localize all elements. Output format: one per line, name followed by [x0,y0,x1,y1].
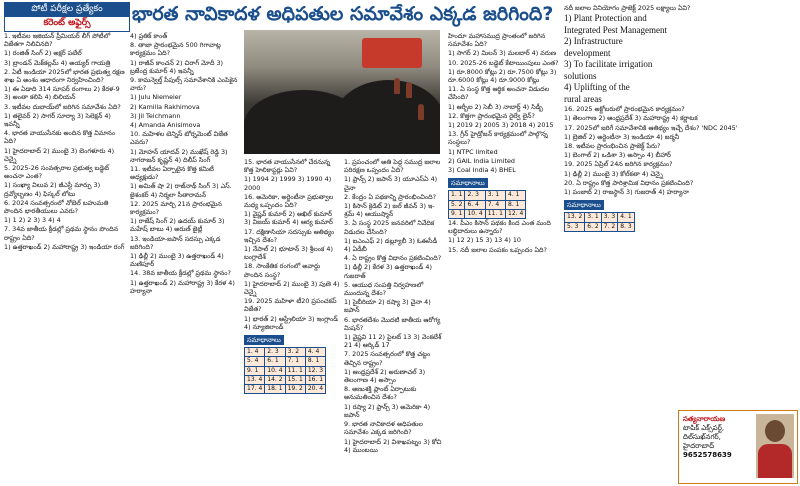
question-line: 1) 1994 2) 1999 3) 1990 4) 2000 [244,175,332,192]
answer-cell: 13. 4 [245,375,265,384]
coal-heap-right [334,80,440,154]
answer-cell: 18. 1 [265,385,285,394]
answer-cell: 12. 3 [305,366,325,375]
answers-heading: సమాధానాలు [564,200,604,210]
question-line: 14. 38వ జాతీయ క్రీడల్లో ప్రథమ స్థానం? [130,269,231,278]
answers-table [564,212,635,231]
author-name: సత్యనారాయణ [683,415,726,423]
answer-cell: 1. 4 [245,348,265,357]
answer-cell: 19. 2 [285,385,305,394]
question-line: 11. ఏ సంస్థ కొత్త ఆర్థిక అంచనా విడుదల చేసింది? [448,85,550,102]
question-line: 1) ఉత్తరాఖండ్ 2) మహారాష్ట్ర 3) ఇండియా రంగ్ [4,242,125,251]
answer-cell: 8. 1 [506,200,526,209]
headline: భారత నావికాదళ అధిపతుల సమావేశం ఎక్కడ జరిగింది? [132,3,554,25]
question-line: 1) రూ.8000 కోట్లు 2) రూ.7500 కోట్లు 3) రూ.6000 కోట్లు 4) రూ.9000 కోట్లు [448,67,557,85]
answers-table [448,190,526,219]
answer-cell: 3. 1 [585,213,601,222]
answers-row [565,213,635,222]
question-line: 3) Coal India 4) BHEL [448,166,516,175]
question-line: 4. ఏ రాష్ట్రం కొత్త విధానం ప్రకటించింది? [344,254,442,263]
answer-cell: 9. 1 [449,209,465,218]
question-line: 1) భారత్ 2) ఆస్ట్రేలియా 3) ఇంగ్లాండ్ 4) న్యూజిలాండ్ [244,314,339,331]
worker-figure [394,78,400,94]
column-4 [344,158,444,484]
question-line: 1) ఆంధ్రప్రదేశ్ 2) అరుణాచల్ 3) తెలంగాణ 4) అస్సాం [344,367,426,385]
question-line: 4) Uplifting of the [564,82,630,93]
question-line: 1) ఢిల్లీ 2) ముంబై 3) ఉత్తరాఖండ్ 4) మణిపూర్ [130,252,224,269]
answer-cell: 2. 3 [465,191,485,200]
answers-row [245,385,326,394]
answer-cell: 11. 1 [285,366,305,375]
question-line: 2) Kamilla Rakhimova [130,102,200,111]
answers-heading: సమాధానాలు [448,178,488,188]
question-line: 1) బెంగాల్ 2) ఒడిశా 3) అస్సాం 4) బీహార్ [564,151,671,160]
question-line: 2) GAIL India Limited [448,156,515,165]
column-1 [4,32,126,484]
column-2 [130,32,240,484]
question-line: 1) ఫ్రాన్స్ 2) జపాన్ 3) యూఎస్ఏ 4) చైనా [344,175,438,192]
answer-cell: 5. 4 [245,357,265,366]
question-line: 3. ఏ సంస్థ 2025 జనవరిలో నివేదిక విడుదల చేసింది? [344,219,435,236]
truck-shape [362,38,422,68]
question-line: solutions [564,70,597,81]
question-line: 11. ఇటీవల ఏర్పాటైన కొత్త కమిటీ అధ్యక్షుడు? [130,165,214,182]
question-line: 3) To facilitate irrigation [564,59,653,70]
question-line: 1) సాగర్ 2) మిలన్ 3) మలబార్ 4) వరుణ [448,49,557,58]
answer-cell: 7. 4 [485,200,505,209]
answers-heading: సమాధానాలు [244,335,284,345]
question-line: 1) పంజాబ్ 2) రాజస్థాన్ 3) గుజరాత్ 4) హర్యానా [564,188,689,197]
author-photo-head [765,420,785,442]
section-tag [4,2,130,32]
answers-row [565,222,635,231]
column-6 [564,4,796,408]
answer-cell: 10. 4 [265,366,285,375]
worker-figure [406,82,412,98]
question-line: 5. ఆయుధ సంపత్తి నిర్వహణలో ముందున్న దేశం? [344,280,424,298]
question-line: 13. ఇండియా-జపాన్ సదస్సు ఎక్కడ జరిగింది? [130,234,221,251]
answer-cell: 7. 1 [285,357,305,366]
question-line: 1) 12 2) 15 3) 13 4) 10 [448,236,521,245]
answer-cell: 3. 3 [601,213,617,222]
question-line: 1) రంజిత్ సింగ్ 2) అక్షర్ పటేల్ [4,49,82,58]
question-line: 1) నేపాల్ 2) భూటాన్ 3) శ్రీలంక 4) బంగ్లాదేశ్ [244,245,333,262]
question-line: Integrated Pest Management [564,24,667,35]
answer-cell: 17. 4 [245,385,265,394]
answer-cell: 11. 1 [485,209,505,218]
question-line: 13. గ్రీన్ హైడ్రోజన్ కార్యక్రమంలో పాల్గొన్న సంస్థలు? [448,130,548,147]
question-line: 1) Julu Niemeier [130,93,182,102]
answers-row [245,357,326,366]
question-line: 12. 2025 మార్చి 21న ప్రారంభమైన కార్యక్రమం? [130,199,222,217]
author-box [678,410,798,484]
answer-cell: 4. 1 [618,213,634,222]
answer-cell: 20. 4 [305,385,325,394]
question-line: 1) ఉత్తరాఖండ్ 2) మహారాష్ట్ర 3) కేరళ 4) హర్యానా [130,278,235,295]
answer-cell: 3. 2 [285,348,305,357]
author-details [683,415,753,460]
question-line: 3) Jil Teichmann [130,111,181,120]
question-line: 1) అమిత్ షా 2) రాజ్‌నాథ్ సింగ్ 3) ఎస్. జైశంకర్ 4) నిర్మలా సీతారామన్ [130,182,232,199]
column-5 [448,32,560,484]
question-line: 17. దక్షిణాసియా సదస్సుకు ఆతిథ్యం ఇచ్చిన దేశం? [244,227,335,244]
question-line: 6. భారతదేశం మొదటి జాతీయ ఆరోగ్య మిషన్? [344,315,441,332]
answers-row [245,366,326,375]
question-line: 14. పీఎం కిసాన్ పథకం కింద ఎంత మంది లబ్ధిదారులు ఉన్నారు? [448,219,551,236]
answer-cell: 15. 1 [285,375,305,384]
answer-cell: 1. 1 [449,191,465,200]
question-line: development [564,47,611,58]
question-line: 3. ఇటీవల దుబాయ్‌లో జరిగిన సమావేశం ఏది? [4,102,121,111]
answers-row [245,348,326,357]
question-line: 9. కామన్వెల్త్ పీపుల్స్ సమావేశానికి ఎంపికైన వారు? [130,76,238,93]
question-line: 1) బ్రెజిల్ 2) అర్జెంటీనా 3) ఇండియా 4) జర్మనీ [564,132,680,141]
answer-cell: 6. 4 [465,200,485,209]
question-line: 1) సంఖ్యా విలువ 2) జీఎస్టీ మార్పు 3) ద్రవ్యోల్బణం 4) ఫిస్కల్ లోటు [4,181,101,198]
answer-cell: 12. 4 [506,209,526,218]
author-phone: 9652578639 [683,451,732,459]
question-line: 1) వైష్ణవ్ కుమార్ 2) అఖిల్ కుమార్ 3) విజయ్ కుమార్ 4) ఆర్య కుమార్ [244,210,333,227]
answer-cell: 2. 3 [265,348,285,357]
question-line: 1) హైదరాబాద్ 2) విశాఖపట్నం 3) కోచి 4) ముంబయి [344,437,442,454]
author-place: దిల్‌సుఖ్‌నగర్, హైదరాబాద్ [683,433,721,450]
question-line: 1) సైబీరియా 2) రష్యా 3) చైనా 4) జపాన్ [344,298,431,315]
question-line: 1) హైదరాబాద్ 2) ముంబై 3) పుణె 4) చెన్నై [244,279,340,297]
question-line: 4) ప్రతిక్ కాంత్ [130,32,168,40]
question-line: 10. మహిళల టెన్నిస్ టోర్నమెంట్ విజేత ఎవరు? [130,130,228,147]
question-line: 15. నదీ జలాల పంపకం ఒప్పందం ఏది? [448,245,547,254]
answer-cell: 5. 2 [449,200,465,209]
question-line: 1) ఢిల్లీ 2) కేరళ 3) ఉత్తరాఖండ్ 4) గుజరాత్ [344,263,432,280]
answers-row [449,191,526,200]
answer-cell: 8. 3 [618,222,634,231]
question-line: 1) 1 2) 2 3) 3 4) 4 [4,216,61,225]
section-tag-bottom: కరెంట్ అఫైర్స్ [43,18,91,28]
column-3 [244,158,340,484]
question-line: నదీ జలాల వినియోగం ప్రాజెక్ట్ 2025 లక్ష్యాలు ఏవి? [564,4,691,12]
worker-figure [418,104,424,120]
question-line: 15. భారత వాయుసేనలో చేరనున్న కొత్త హెలికాప్టర్లు ఏవి? [244,158,331,175]
question-line: హిందూ మహాసముద్ర ప్రాంతంలో జరిగిన సమావేశం ఏది? [448,32,546,49]
question-line: 7. 34వ జాతీయ క్రీడల్లో ప్రథమ స్థానం పొందిన రాష్ట్రం ఏది? [4,225,119,242]
question-line: 1) 2019 2) 2005 3) 2018 4) 2015 [448,121,554,130]
question-line: 2. కేంద్రం ఏ పథకాన్ని ప్రారంభించింది? [344,192,436,201]
answer-cell: 8. 1 [305,357,325,366]
question-line: 1. ప్రపంచంలో అతి పెద్ద సముద్ర జలాల పరిరక్షణ ఒప్పందం ఏది? [344,158,441,175]
question-line: 2. ఏటీ ఇండియా 2025లో భారత ప్రభుత్వ రక్షణ శాఖ ఏ అంశం ఆధారంగా నిర్వహించింది? [4,67,125,85]
answers-row [245,375,326,384]
question-line: 20. ఏ రాష్ట్రం కొత్త పారిశ్రామిక విధానం ప్రకటించింది? [564,178,694,187]
question-line: 8. తాజా ప్రారంభమైన 500 గిగావాట్ల కార్యక్రమం ఏది? [130,41,221,58]
question-line: 1) హైదరాబాద్ 2) ముంబై 3) బెంగళూరు 4) చెన్నై [4,146,115,163]
question-line: rural areas [564,93,602,104]
question-line: 12. కొత్తగా ప్రారంభమైన రైల్వే లైన్? [448,111,535,120]
question-line: 1) ఐఎంఎఫ్ 2) డబ్ల్యూబీ 3) ఓఈసీడీ 4) ఏడీబీ [344,236,438,254]
question-line: 1) మోహన్ యాదవ్ 2) ముఖేష్ రెడ్డి 3) నాగరాజన్ కృష్ణన్ 4) దిలీప్ సింగ్ [130,147,228,164]
question-line: 18. ఇటీవల ప్రారంభించిన ప్రాజెక్ట్ పేరు? [564,142,661,151]
answer-cell: 4. 1 [506,191,526,200]
question-line: 16. 2025 అక్టోబరులో ప్రారంభమైన కార్యక్రమం? [564,105,685,114]
question-line: 9. భారత నావికాదళ అధిపతుల సమావేశం ఎక్కడ జరిగింది? [344,420,423,437]
question-line: 7. 2025 సంవత్సరంలో కొత్త చట్టం తెచ్చిన రాష్ట్రం? [344,350,431,367]
question-line: 17. 2025లో జరిగే సమావేశానికి ఆతిథ్యం ఇచ్చే దేశం? 'NDC 2045' [564,123,738,132]
section-tag-top: పోటీ పరీక్షల ప్రత్యేకం [5,3,129,17]
answer-cell: 10. 4 [465,209,485,218]
author-role: టాపిక్ ఎక్స్‌పర్ట్, [683,424,725,432]
question-line: 1) ఢిల్లీ 2) ముంబై 3) కోల్‌కతా 4) చెన్నై [564,169,663,178]
question-line: 1) తలైవర్ 2) సాగర్ సూర్యా 3) సెలెక్షన్ 4) ఇవన్నీ [4,111,111,129]
answer-cell: 3. 1 [485,191,505,200]
answer-cell: 5. 3 [565,222,585,231]
answer-cell: 6. 1 [265,357,285,366]
answers-row [449,209,526,218]
answer-cell: 16. 1 [305,375,325,384]
question-line: 18. సాంకేతిక రంగంలో అవార్డు పొందిన సంస్థ? [244,262,321,279]
question-line: 1. ఇటీవల ఇజియన్ ప్రీమియర్ లీగ్ పోటీలో విజేతగా నిలిచినది? [4,32,111,49]
question-line: 1) తెలంగాణ 2) ఆంధ్రప్రదేశ్ 3) మహారాష్ట్ర 4) కర్ణాటక [564,114,698,123]
answer-cell: 6. 2 [585,222,601,231]
question-line: 1) ఈ ఏడాది 314 సూపర్ రంగాలు 2) కేరళ-9 3) అంతా కలిపి 4) బిలియన్ [4,85,120,102]
author-photo [756,414,794,478]
question-line: 6. 2024 సంవత్సరంలో నోబెల్ బహుమతి పొందిన భారతీయులు ఎవరు? [4,198,109,216]
question-line: 1) Plant Protection and [564,13,647,24]
answer-cell: 7. 2 [601,222,617,231]
answers-table [244,347,326,394]
answer-cell: 13. 2 [565,213,585,222]
answer-cell: 4. 4 [305,348,325,357]
question-line: 4. భారత వాయుసేనకు అందిన కొత్త విమానం ఏది? [4,129,116,146]
question-line: 19. 2025 మహిళా టీ20 ప్రపంచకప్ విజేత? [244,297,337,314]
question-line: 5. 2025-26 సంవత్సరాల ప్రభుత్వ బడ్జెట్ అంచనా ఎంత? [4,164,110,181]
question-line: 1) రాజేష్ సింగ్ 2) ఉదయ్ కుమార్ 3) మహేష్ బాబు 4) అరుణ్ జైట్లీ [130,217,225,234]
author-photo-shirt [758,444,792,478]
answer-cell: 9. 1 [245,366,265,375]
question-line: 10. 2025-26 బడ్జెట్ కేటాయింపులు ఎంత? [448,58,559,67]
question-line: 1) NTPC limited [448,147,498,156]
question-line: 1) రష్యా 2) ఫ్రాన్స్ 3) అమెరికా 4) జపాన్ [344,402,431,419]
question-line: 1) ఆర్బీఐ 2) సెబీ 3) నాబార్డ్ 4) సిడ్బీ [448,102,543,111]
question-line: 2) Infrastructure [564,36,623,47]
answers-row [449,200,526,209]
question-line: 16. అమెరికా, అర్జెంటీనా ప్రభుత్వాల మధ్య ఒప్పందం ఏది? [244,192,334,210]
question-line: 4) Amanda Anisimova [130,121,201,130]
question-line: 1) కిసాన్ క్రెడిట్ 2) జల్ జీవన్ 3) ఇ-శ్రమ్ 4) ఆయుష్మాన్ [344,202,435,219]
question-line: 3) బ్రాండన్ మెక్‌కల్లమ్ 4) అయ్యర్ గాయత్రి [4,58,111,67]
news-photo [244,30,440,154]
question-line: 1) వైష్ణవి 11 2) పైలట్ 13 3) వెంకటేశ్ 21 4) ఆర్కిడ్ 17 [344,333,442,350]
answer-cell: 14. 2 [265,375,285,384]
question-line: 1) రాజీవ్ కాంచన్ 2) చిరాగ్ మోదీ 3) బ్రజేంద్ర కుమార్ 4) ఇవన్నీ [130,58,224,75]
question-line: 8. అణుశక్తి ప్లాంట్ ఏర్పాటుకు అనుమతించిన దేశం? [344,385,417,402]
question-line: 19. 2025 ఏప్రిల్ 24న జరిగిన కార్యక్రమం? [564,160,673,169]
